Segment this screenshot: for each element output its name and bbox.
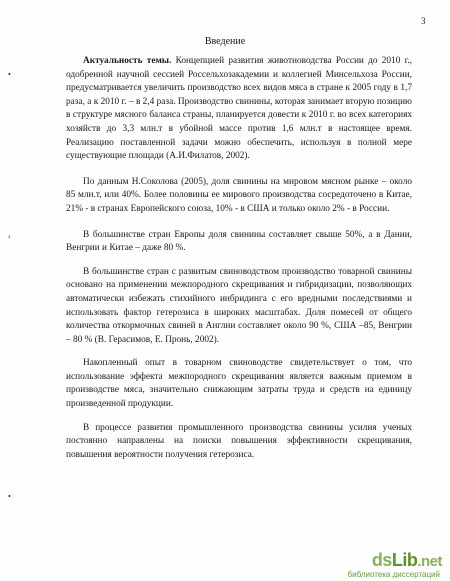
document-body: [66, 55, 412, 474]
paragraph-text: В большинстве стран Европы доля свинины составляет свыше 50%, а в Дании, Венгрии и Китае – даже 80 %.: [66, 229, 412, 254]
page-number: 3: [421, 16, 426, 26]
margin-mark-icon: ‹: [8, 232, 11, 241]
paragraph-text: В большинстве стран с развитым свиноводством производство товарной свинины основано на применении межпородного скрещивания и гибридизации, позволяющих автоматически избежать стихийного инбридинга с его вредными последствиями и использовать фактор гетерозиса в широких масштабах. Доля помесей от общего количества откормочных свиней в Англии составляет около 90 %, США –85, Венгрии – 80 % (В. Герасимов, Е. Пронь, 2002).: [66, 266, 412, 345]
margin-dot-icon: •: [8, 70, 11, 79]
paragraph: [66, 229, 412, 256]
paragraph-text: Концепцией развития животноводства России до 2010 г., одобренной научной сессией Россельхозакадемии и коллегией Минсельхоза России, предусматривается увеличить производство всех видов мяса в стране к 2005 году в 1,7 раза, а к 2010 г. – в 2,4 раза. Производство свинины, которая занимает вторую позицию в структуре мясного баланса страны, планируется довести к 2010 г. во всех категориях хозяйств до 3,3 млн.т в убойной массе против 1,6 млн.т в настоящее время. Реализацию поставленной задачи можно обеспечить, используя в полной мере существующие площади (А.И.Филатов, 2002).: [66, 56, 412, 162]
paragraph: [66, 422, 412, 463]
paragraph-text: По данным Н.Соколова (2005), доля свинины на мировом мясном рынке – около 85 млн.т, или 40%. Более половины ее мирового производства сосредоточено в Китае, 21% - в странах Европейского союза, 10% - в США и только около 2% - в России.: [66, 176, 412, 214]
paragraph: [66, 176, 412, 217]
dslib-logo: dsLib.net: [371, 550, 442, 570]
paragraph-relevance: [66, 55, 412, 164]
paragraph: [66, 266, 412, 348]
dslib-watermark[interactable]: [347, 550, 442, 579]
paragraph-text: Накопленный опыт в товарном свиноводстве свидетельствует о том, что использование эффекта межпородного скрещивания является важным приемом в производстве мяса, значительно снижающим затраты труда и средств на единицу произведенной продукции.: [66, 358, 412, 410]
page-title: Введение: [204, 36, 246, 47]
margin-dot-icon: •: [8, 492, 11, 501]
paragraph-text: В процессе развития промышленного производства свинины усилия ученых постоянно направлены на поиски повышения эффективности скрещивания, повышения вероятности получения гетерозиса.: [66, 422, 412, 460]
paragraph: [66, 357, 412, 411]
paragraph-lead: Актуальность темы.: [83, 56, 172, 66]
watermark-subtitle: библиотека диссертаций: [347, 570, 440, 579]
